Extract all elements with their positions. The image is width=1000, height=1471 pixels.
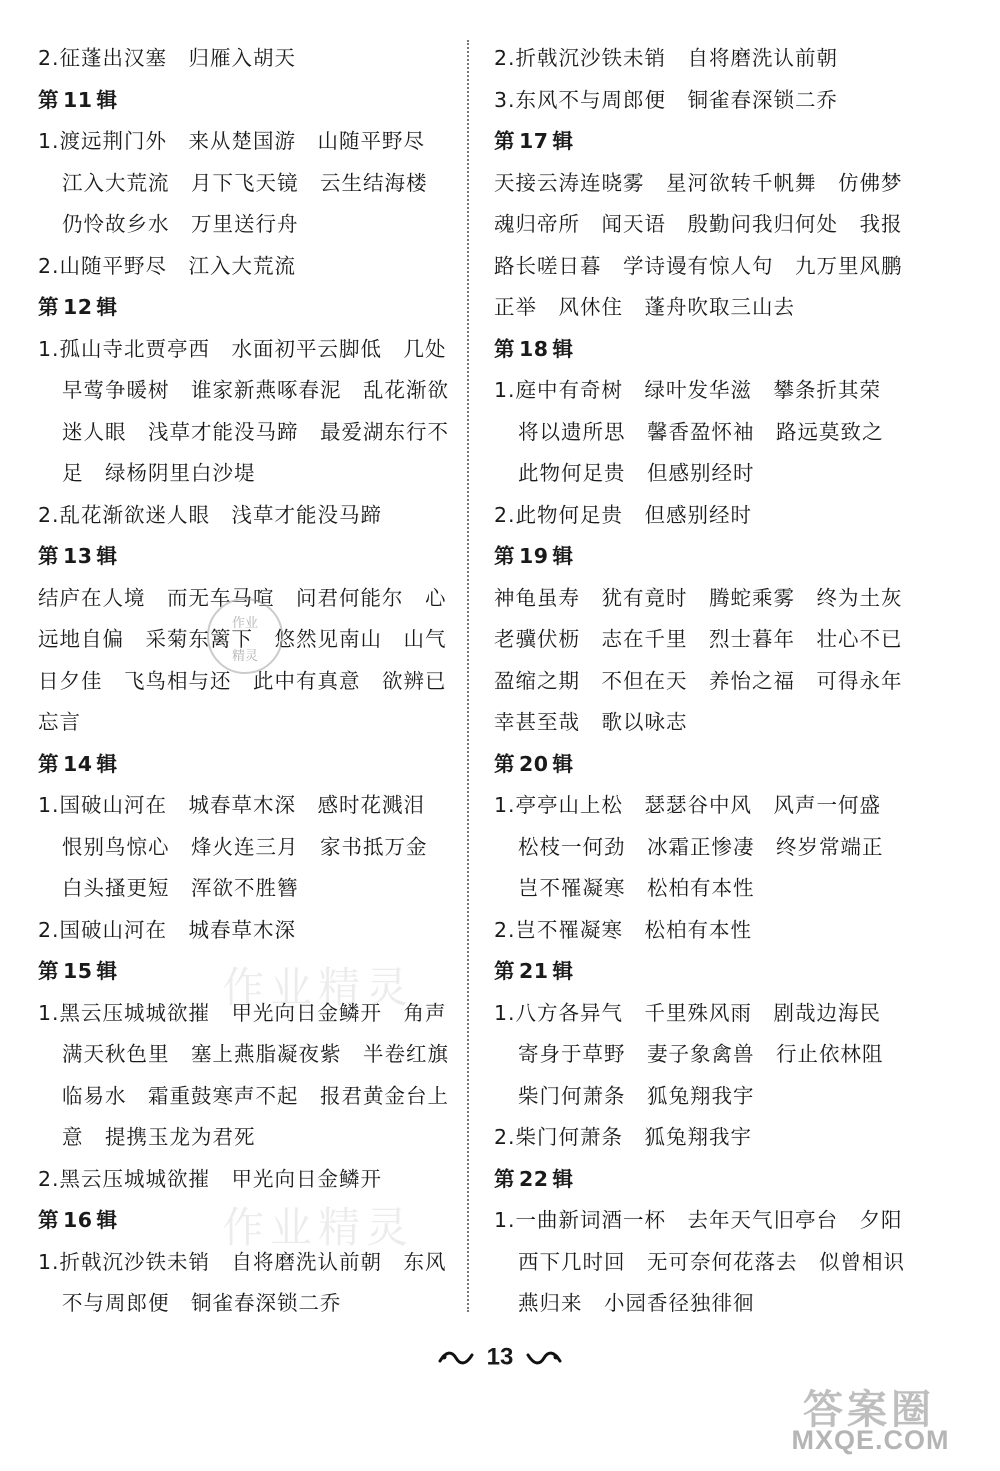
answer-line: 1.一曲新词酒一杯 去年天气旧亭台 夕阳 [494,1208,903,1232]
section-heading [494,536,964,578]
answer-line: 2.折戟沉沙铁未销 自将磨洗认前朝 [494,46,839,70]
stamp-seal [207,598,283,674]
ghost-watermark-1: 作业精灵 [222,963,415,1012]
answer-line: 1.亭亭山上松 瑟瑟谷中风 风声一何盛 [494,793,882,817]
section-heading [494,121,964,163]
swirl-left-icon [438,1349,474,1367]
heading-suffix: 辑 [96,87,118,112]
heading-suffix: 辑 [552,336,574,361]
answer-line-continued: 岂不罹凝寒 松柏有本性 [518,876,755,900]
answer-line: 1.八方各异气 千里殊风雨 剧哉边海民 [494,1000,882,1025]
heading-number: 17 [519,129,549,153]
answer-line-continued: 柴门何萧条 狐兔翔我宇 [518,1083,755,1108]
answer-line: 1.折戟沉沙铁未销 自将磨洗认前朝 东风 [38,1249,447,1274]
answer-line-continued: 松枝一何劲 冰霜正惨凄 终岁常端正 [518,834,884,859]
answer-line-continued: 恨别鸟惊心 烽火连三月 家书抵万金 [62,834,428,859]
answer-line: 天接云涛连晓雾 星河欲转千帆舞 仿佛梦 [494,170,903,195]
answer-line-continued: 临易水 霜重鼓寒声不起 报君黄金台上 [62,1083,449,1108]
heading-suffix: 辑 [96,1208,118,1232]
heading-prefix: 第 [38,295,59,319]
answer-line: 路长嗟日暮 学诗谩有惊人句 九万里风鹏 [494,253,903,278]
heading-suffix: 辑 [552,1166,574,1191]
heading-suffix: 辑 [552,959,574,983]
answer-line: 忘言 [38,710,81,734]
answer-line: 幸甚至哉 歌以咏志 [494,710,688,734]
answer-line: 2.柴门何萧条 狐兔翔我宇 [494,1125,753,1149]
heading-suffix: 辑 [96,544,118,568]
heading-number: 21 [519,959,549,983]
column-divider [467,40,469,1312]
heading-suffix: 辑 [552,751,574,776]
stamp-bottom-text: 精灵 [231,649,258,664]
ghost-watermark-2: 作业精灵 [222,1203,415,1252]
section-heading [494,329,964,371]
answer-line: 老骥伏枥 志在千里 烈士暮年 壮心不已 [494,627,903,651]
answer-line-continued: 寄身于草野 妻子象禽兽 行止依林阻 [518,1042,884,1066]
watermark-text: MXQE.COM [791,1425,950,1455]
section-heading [38,287,456,329]
heading-number: 15 [63,959,93,983]
answer-line-continued: 此物何足贵 但感别经时 [518,461,755,485]
answer-line: 1.孤山寺北贾亭西 水面初平云脚低 几处 [38,336,447,361]
answer-line-continued: 迷人眼 浅草才能没马蹄 最爱湖东行不 [62,419,449,444]
answer-line: 2.岂不罹凝寒 松柏有本性 [494,917,753,942]
heading-prefix: 第 [494,336,515,361]
section-heading [494,951,964,993]
heading-prefix: 第 [38,544,59,568]
swirl-right-icon [526,1349,562,1367]
heading-suffix: 辑 [96,751,118,776]
answer-line-continued: 足 绿杨阴里白沙堤 [62,461,256,485]
watermark-logo: 答案圈 [803,1386,935,1433]
right-column [494,38,964,1325]
answer-line-continued: 白头搔更短 浑欲不胜簪 [62,876,299,900]
heading-suffix: 辑 [552,129,574,153]
answer-line-continued: 仍怜故乡水 万里送行舟 [62,212,299,236]
heading-number: 13 [63,544,93,568]
heading-number: 16 [63,1208,93,1232]
answer-line-continued: 早莺争暖树 谁家新燕啄春泥 乱花渐欲 [62,378,449,402]
heading-prefix: 第 [494,129,515,153]
section-heading [38,744,456,786]
section-heading [38,536,456,578]
answer-line-continued: 不与周郎便 铜雀春深锁二乔 [62,1291,342,1315]
answer-line: 盈缩之期 不但在天 养怡之福 可得永年 [494,668,903,693]
heading-prefix: 第 [494,959,515,983]
section-heading [494,744,964,786]
answer-line: 日夕佳 飞鸟相与还 此中有真意 欲辨已 [38,668,447,693]
heading-prefix: 第 [38,87,59,112]
answer-line: 2.征蓬出汉塞 归雁入胡天 [38,46,297,70]
heading-number: 19 [519,544,549,568]
answer-line: 2.山随平野尽 江入大荒流 [38,253,297,278]
answer-line-continued: 西下几时回 无可奈何花落去 似曾相识 [518,1249,905,1274]
answer-line-continued: 将以遗所思 馨香盈怀袖 路远莫致之 [518,419,884,444]
answer-line: 3.东风不与周郎便 铜雀春深锁二乔 [494,87,839,112]
heading-number: 18 [519,336,549,361]
answer-line: 1.国破山河在 城春草木深 感时花溅泪 [38,793,426,817]
heading-number: 20 [519,751,549,776]
heading-suffix: 辑 [96,959,118,983]
heading-number: 22 [519,1166,549,1191]
heading-prefix: 第 [494,751,515,776]
stamp-top-text: 作业 [231,616,258,631]
page-number: 13 [486,1343,514,1371]
answer-line: 神龟虽寿 犹有竟时 腾蛇乘雾 终为土灰 [494,585,903,610]
answer-line-continued: 燕归来 小园香径独徘徊 [518,1291,755,1315]
answer-line-continued: 满天秋色里 塞上燕脂凝夜紫 半卷红旗 [62,1042,449,1066]
answer-line: 2.此物何足贵 但感别经时 [494,502,753,527]
heading-number: 12 [63,295,93,319]
answer-line: 正举 风休住 蓬舟吹取三山去 [494,295,795,319]
heading-number: 11 [63,87,93,112]
answer-line: 1.渡远荆门外 来从楚国游 山随平野尽 [38,129,426,153]
answer-line: 结庐在人境 而无车马喧 问君何能尔 心 [38,585,447,610]
answer-line-continued: 意 提携玉龙为君死 [62,1125,256,1149]
page-footer [0,1343,1000,1372]
heading-prefix: 第 [38,751,59,776]
answer-line: 远地自偏 采菊东篱下 悠然见南山 山气 [38,627,447,651]
heading-number: 14 [63,751,93,776]
site-watermark [763,1378,978,1456]
answer-line: 2.国破山河在 城春草木深 [38,917,297,942]
heading-suffix: 辑 [552,544,574,568]
answer-line: 1.庭中有奇树 绿叶发华滋 攀条折其荣 [494,378,882,402]
heading-prefix: 第 [38,959,59,983]
heading-prefix: 第 [38,1208,59,1232]
answer-line: 2.乱花渐欲迷人眼 浅草才能没马蹄 [38,502,383,527]
section-heading [38,80,456,122]
answer-line: 2.黑云压城城欲摧 甲光向日金鳞开 [38,1166,383,1191]
answer-line-continued: 江入大荒流 月下飞天镜 云生结海楼 [62,170,428,195]
section-heading [494,1159,964,1201]
left-column [38,38,456,1325]
answer-line: 魂归帝所 闻天语 殷勤问我归何处 我报 [494,212,903,236]
heading-prefix: 第 [494,1166,515,1191]
heading-prefix: 第 [494,544,515,568]
heading-suffix: 辑 [96,295,118,319]
answer-line: 1.黑云压城城欲摧 甲光向日金鳞开 角声 [38,1000,447,1025]
